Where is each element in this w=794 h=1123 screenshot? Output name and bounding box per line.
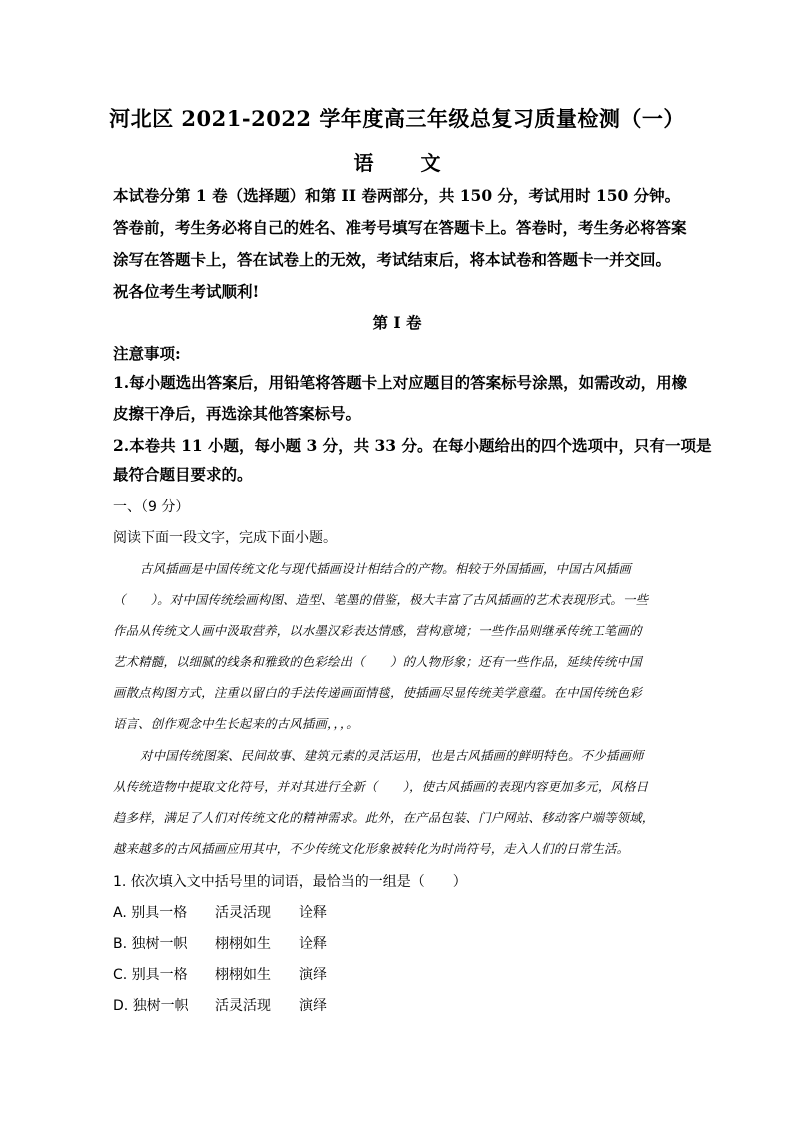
option-word: 独树一帜 bbox=[132, 998, 189, 1014]
exam-title: 河北区 2021-2022 学年度高三年级总复习质量检测（一） bbox=[109, 106, 685, 131]
option-b[interactable] bbox=[113, 934, 327, 954]
part-heading: 一、（9 分） bbox=[113, 499, 190, 515]
option-word: 诠释 bbox=[299, 936, 327, 952]
option-letter: B. bbox=[113, 936, 128, 952]
section-title: 第 I 卷 bbox=[372, 313, 422, 332]
option-word: 活灵活现 bbox=[215, 998, 271, 1014]
option-word: 诠释 bbox=[299, 905, 327, 921]
notice-line: 2.本卷共 11 小题，每小题 3 分，共 33 分。在每小题给出的四个选项中，只有一项是 bbox=[113, 436, 712, 455]
option-word: 别具一格 bbox=[131, 967, 188, 983]
passage-line: 画散点构图方式，注重以留白的手法传递画面情毯，使插画尽显传统美学意蕴。在中国传统色彩 bbox=[113, 685, 642, 700]
intro-line: 答卷前，考生务必将自己的姓名、准考号填写在答题卡上。答卷时，考生务必将答案 bbox=[113, 218, 687, 237]
subject-title: 语 文 bbox=[353, 151, 441, 175]
part-instruction: 阅读下面一段文字，完成下面小题。 bbox=[113, 530, 337, 546]
intro-line: 祝各位考生考试顺利! bbox=[113, 282, 260, 301]
option-word: 独树一帜 bbox=[131, 936, 188, 952]
passage-line: 古风插画是中国传统文化与现代插画设计相结合的产物。相较于外国插画，中国古风插画 bbox=[140, 561, 632, 576]
option-word: 别具一格 bbox=[131, 905, 188, 921]
option-word: 栩栩如生 bbox=[215, 967, 271, 983]
option-a[interactable] bbox=[113, 903, 327, 923]
passage-line: 作品从传统文人画中汲取营养，以水墨汉彩表达情感，营构意境；一些作品则继承传统工笔画的 bbox=[113, 623, 642, 638]
option-letter: C. bbox=[113, 967, 128, 983]
passage-line: 语言、创作观念中生长起来的古风插画，，，。 bbox=[113, 716, 359, 731]
option-letter: A. bbox=[113, 905, 127, 921]
intro-line: 本试卷分第 1 卷（选择题）和第 II 卷两部分，共 150 分，考试用时 150 分钟。 bbox=[113, 186, 681, 205]
passage-line: 趋多样，满足了人们对传统文化的精神需求。此外，在产品包装、门户网站、移动客户端等领域， bbox=[113, 810, 655, 825]
option-c[interactable] bbox=[113, 965, 327, 985]
passage-line: （ ）。对中国传统绘画构图、造型、笔墨的借鉴，极大丰富了古风插画的艺术表现形式。一些 bbox=[113, 592, 649, 607]
question-stem: 1. 依次填入文中括号里的词语，最恰当的一组是（ ） bbox=[113, 874, 467, 890]
passage-line: 越来越多的古风插画应用其中，不少传统文化形象被转化为时尚符号，走入人们的日常生活。 bbox=[113, 841, 630, 856]
notice-line: 皮擦干净后，再选涂其他答案标号。 bbox=[113, 404, 362, 423]
option-word: 活灵活现 bbox=[215, 905, 271, 921]
option-d[interactable] bbox=[113, 996, 327, 1016]
passage-line: 艺术精髓，以细腻的线条和雅致的色彩绘出（ ）的人物形象；还有一些作品，延续传统中国 bbox=[113, 654, 642, 669]
option-word: 演绎 bbox=[299, 967, 327, 983]
intro-line: 涂写在答题卡上，答在试卷上的无效，考试结束后，将本试卷和答题卡一并交回。 bbox=[113, 250, 672, 269]
option-word: 栩栩如生 bbox=[215, 936, 271, 952]
option-letter: D. bbox=[113, 998, 129, 1014]
notice-line: 1.每小题选出答案后，用铅笔将答题卡上对应题目的答案标号涂黑，如需改动，用橡 bbox=[113, 373, 688, 392]
passage-line: 对中国传统图案、民间故事、建筑元素的灵活运用，也是古风插画的鲜明特色。不少插画师 bbox=[140, 748, 644, 763]
option-word: 演绎 bbox=[299, 998, 327, 1014]
notice-heading: 注意事项: bbox=[113, 344, 181, 363]
notice-line: 最符合题目要求的。 bbox=[113, 465, 253, 484]
passage-line: 从传统造物中提取文化符号，并对其进行全新（ ），使古风插画的表现内容更加多元，风格日 bbox=[113, 779, 649, 794]
